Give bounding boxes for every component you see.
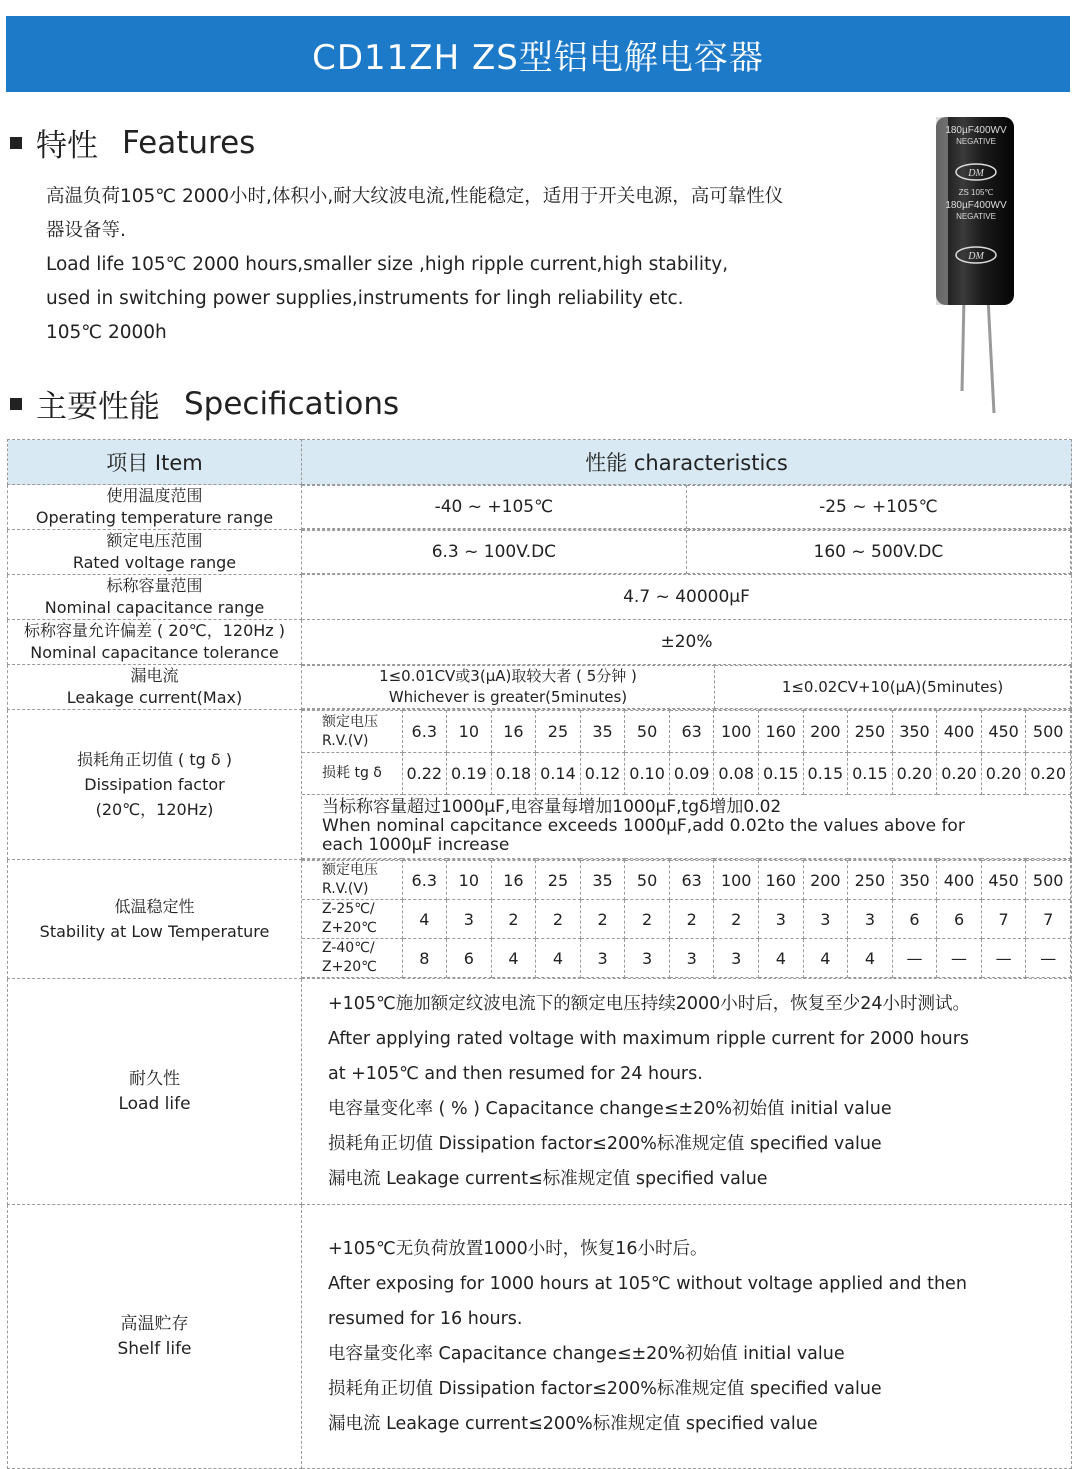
z40-ratio-cell: 3 — [625, 939, 670, 978]
shelf-life-line: +105℃无负荷放置1000小时，恢复16小时后。 — [328, 1238, 708, 1259]
rv-label-en: R.V.(V) — [322, 732, 369, 749]
z-label-b: Z+20℃ — [322, 920, 377, 936]
z40-ratio-cell: 6 — [447, 939, 492, 978]
item-capacitance-tolerance — [8, 620, 302, 665]
leakage-low-voltage — [302, 666, 715, 709]
shelf-life-line: resumed for 16 hours. — [328, 1308, 523, 1329]
rated-voltage-cell: 350 — [892, 861, 937, 900]
title-banner — [6, 16, 1070, 92]
features-text — [46, 180, 906, 350]
item-cn: 低温稳定性 — [114, 897, 195, 916]
z40-ratio-cell: 4 — [803, 939, 848, 978]
features-line: 高温负荷105℃ 2000小时,体积小,耐大纹波电流,性能稳定，适用于开关电源，高可靠性仪 — [46, 186, 784, 207]
voltage-range-low: 6.3 ~ 100V.DC — [302, 531, 686, 574]
item-cn: 高温贮存 — [120, 1313, 189, 1334]
value-operating-temperature — [302, 485, 1072, 530]
capacitor-brand: DM — [968, 168, 984, 179]
rv-label — [302, 711, 402, 753]
tg-delta-cell: 0.20 — [892, 753, 937, 795]
item-en: Nominal capacitance range — [44, 598, 265, 617]
rated-voltage-cell: 10 — [447, 711, 492, 753]
item-en: Operating temperature range — [35, 508, 274, 527]
rated-voltage-cell: 10 — [447, 861, 492, 900]
z40-label — [302, 939, 402, 978]
value-leakage-current — [302, 665, 1072, 710]
z25-ratio-cell: 4 — [402, 900, 447, 939]
rated-voltage-cell: 350 — [892, 711, 937, 753]
value-nominal-capacitance: 4.7 ~ 40000µF — [302, 575, 1072, 620]
z25-ratio-cell: 2 — [536, 900, 581, 939]
specs-title-cn: 主要性能 — [36, 389, 160, 425]
rated-voltage-cell: 500 — [1026, 861, 1071, 900]
load-life-line: at +105℃ and then resumed for 24 hours. — [328, 1063, 703, 1084]
rated-voltage-cell: 200 — [803, 711, 848, 753]
value-shelf-life — [302, 1205, 1072, 1469]
tg-delta-cell: 0.12 — [580, 753, 625, 795]
item-cn: 标称容量范围 — [106, 576, 203, 595]
note-en: each 1000µF increase — [322, 835, 510, 855]
z40-ratio-cell: — — [1026, 939, 1071, 978]
item-cn: 损耗角正切值 ( tg δ ) — [76, 750, 233, 769]
item-rated-voltage — [8, 530, 302, 575]
item-shelf-life — [8, 1205, 302, 1469]
z25-ratio-cell: 7 — [1026, 900, 1071, 939]
item-en: Rated voltage range — [72, 553, 237, 572]
item-dissipation-factor — [8, 710, 302, 860]
rated-voltage-cell: 6.3 — [402, 861, 447, 900]
note-en: When nominal capcitance exceeds 1000µF,add 0.02to the values above for — [322, 816, 965, 836]
rated-voltage-cell: 50 — [625, 861, 670, 900]
tg-delta-cell: 0.15 — [848, 753, 893, 795]
z25-ratio-cell: 2 — [491, 900, 536, 939]
item-load-life — [8, 979, 302, 1205]
rated-voltage-cell: 400 — [937, 861, 982, 900]
shelf-life-line: After exposing for 1000 hours at 105℃ without voltage applied and then — [328, 1273, 967, 1294]
page-title: CD11ZH ZS型铝电解电容器 — [312, 37, 764, 78]
leakage-formula-cn: 1≤0.01CV或3(µA)取较大者 ( 5分钟 ) — [379, 667, 637, 685]
z25-ratio-cell: 2 — [625, 900, 670, 939]
z40-ratio-cell: 4 — [848, 939, 893, 978]
item-en: Dissipation factor — [84, 775, 225, 794]
capacitor-label: 180µF400WV — [945, 200, 1007, 211]
header-item: 项目 Item — [8, 440, 302, 485]
rated-voltage-cell: 500 — [1026, 711, 1071, 753]
rated-voltage-cell: 25 — [536, 861, 581, 900]
rated-voltage-cell: 6.3 — [402, 711, 447, 753]
item-leakage-current — [8, 665, 302, 710]
header-characteristics: 性能 characteristics — [302, 440, 1072, 485]
tg-delta-cell: 0.08 — [714, 753, 759, 795]
rated-voltage-cell: 35 — [580, 861, 625, 900]
z40-ratio-cell: 4 — [759, 939, 804, 978]
value-low-temperature-stability — [302, 860, 1072, 979]
z40-ratio-cell: 4 — [491, 939, 536, 978]
z40-ratio-cell: — — [937, 939, 982, 978]
z25-ratio-cell: 2 — [580, 900, 625, 939]
features-line: used in switching power supplies,instruments for lingh reliability etc. — [46, 288, 684, 309]
item-cn: 使用温度范围 — [106, 486, 203, 505]
tg-delta-cell: 0.10 — [625, 753, 670, 795]
rated-voltage-cell: 400 — [937, 711, 982, 753]
item-cn: 耐久性 — [129, 1068, 180, 1089]
item-operating-temperature — [8, 485, 302, 530]
tg-delta-cell: 0.18 — [491, 753, 536, 795]
z25-ratio-cell: 7 — [981, 900, 1026, 939]
rated-voltage-cell: 100 — [714, 861, 759, 900]
features-title-cn: 特性 — [36, 128, 98, 164]
capacitor-label: 180µF400WV — [945, 125, 1007, 136]
value-dissipation-factor — [302, 710, 1072, 860]
item-en: Leakage current(Max) — [66, 688, 243, 707]
item-en: Stability at Low Temperature — [39, 922, 270, 941]
z25-ratio-cell: 2 — [669, 900, 714, 939]
leakage-high-voltage: 1≤0.02CV+10(µA)(5minutes) — [715, 666, 1071, 709]
value-load-life — [302, 979, 1072, 1205]
capacitor-series: ZS 105℃ — [958, 188, 994, 197]
rated-voltage-cell: 200 — [803, 861, 848, 900]
rv-label-cn: 额定电压 — [322, 862, 378, 878]
capacitor-image — [930, 113, 1020, 418]
rated-voltage-cell: 16 — [491, 861, 536, 900]
load-life-line: +105℃施加额定纹波电流下的额定电压持续2000小时后，恢复至少24小时测试。 — [328, 993, 971, 1014]
tg-delta-cell: 0.22 — [402, 753, 447, 795]
load-life-line: After applying rated voltage with maximum ripple current for 2000 hours — [328, 1028, 970, 1049]
shelf-life-line: 电容量变化率 Capacitance change≤±20%初始值 initial value — [328, 1343, 845, 1364]
rated-voltage-cell: 160 — [759, 711, 804, 753]
note-cn: 当标称容量超过1000µF,电容量每增加1000µF,tgδ增加0.02 — [322, 797, 782, 817]
z40-ratio-cell: — — [892, 939, 937, 978]
rated-voltage-cell: 160 — [759, 861, 804, 900]
load-life-line: 电容量变化率 ( % ) Capacitance change≤±20%初始值 initial value — [328, 1098, 892, 1119]
low-temperature-table — [302, 860, 1071, 978]
item-cn: 标称容量允许偏差 ( 20℃，120Hz ) — [23, 621, 286, 640]
bullet-square-icon — [10, 398, 22, 410]
load-life-line: 损耗角正切值 Dissipation factor≤200%标准规定值 specified value — [328, 1133, 882, 1154]
z25-label — [302, 900, 402, 939]
z40-ratio-cell: 3 — [580, 939, 625, 978]
z40-ratio-cell: 8 — [402, 939, 447, 978]
shelf-life-line: 损耗角正切值 Dissipation factor≤200%标准规定值 specified value — [328, 1378, 882, 1399]
tg-delta-cell: 0.15 — [759, 753, 804, 795]
z25-ratio-cell: 3 — [848, 900, 893, 939]
z-label-b: Z+20℃ — [322, 959, 377, 975]
rated-voltage-cell: 16 — [491, 711, 536, 753]
item-en: Load life — [118, 1093, 191, 1114]
value-rated-voltage — [302, 530, 1072, 575]
specifications-heading — [10, 381, 399, 426]
rated-voltage-cell: 450 — [981, 711, 1026, 753]
item-low-temperature-stability — [8, 860, 302, 979]
features-line: 器设备等. — [46, 220, 126, 241]
rated-voltage-cell: 250 — [848, 861, 893, 900]
rated-voltage-cell: 100 — [714, 711, 759, 753]
z40-ratio-cell: 3 — [714, 939, 759, 978]
voltage-range-high: 160 ~ 500V.DC — [686, 531, 1070, 574]
tg-delta-cell: 0.20 — [937, 753, 982, 795]
value-capacitance-tolerance: ±20% — [302, 620, 1072, 665]
rv-label-cn: 额定电压 — [322, 713, 378, 730]
z25-ratio-cell: 2 — [714, 900, 759, 939]
bullet-square-icon — [10, 137, 22, 149]
temp-range-high-voltage: -25 ~ +105℃ — [686, 486, 1070, 529]
specs-title-en: Specifications — [184, 385, 400, 422]
z40-ratio-cell: 3 — [669, 939, 714, 978]
capacitor-brand: DM — [968, 251, 984, 262]
capacitor-label: NEGATIVE — [956, 137, 996, 146]
capacitor-label: NEGATIVE — [956, 212, 996, 221]
load-life-line: 漏电流 Leakage current≤标准规定值 specified value — [328, 1168, 768, 1189]
rated-voltage-cell: 35 — [580, 711, 625, 753]
item-nominal-capacitance — [8, 575, 302, 620]
features-line: Load life 105℃ 2000 hours,smaller size ,high ripple current,high stability, — [46, 254, 729, 275]
specifications-table — [7, 439, 1072, 1469]
z25-ratio-cell: 6 — [892, 900, 937, 939]
tg-delta-cell: 0.14 — [536, 753, 581, 795]
rv-label-en: R.V.(V) — [322, 881, 369, 897]
rated-voltage-cell: 63 — [669, 861, 714, 900]
item-en: (20℃，120Hz) — [95, 800, 214, 819]
rated-voltage-cell: 63 — [669, 711, 714, 753]
tg-label: 损耗 tg δ — [302, 753, 402, 795]
tg-delta-cell: 0.15 — [803, 753, 848, 795]
rated-voltage-cell: 50 — [625, 711, 670, 753]
z25-ratio-cell: 3 — [759, 900, 804, 939]
dissipation-note — [302, 795, 1071, 859]
features-line: 105℃ 2000h — [46, 322, 167, 343]
tg-delta-cell: 0.19 — [447, 753, 492, 795]
shelf-life-line: 漏电流 Leakage current≤200%标准规定值 specified value — [328, 1413, 818, 1434]
item-en: Nominal capacitance tolerance — [30, 643, 279, 662]
tg-delta-cell: 0.09 — [669, 753, 714, 795]
item-cn: 额定电压范围 — [106, 531, 203, 550]
rv-label — [302, 861, 402, 900]
z40-ratio-cell: — — [981, 939, 1026, 978]
tg-delta-cell: 0.20 — [1026, 753, 1071, 795]
temp-range-low-voltage: -40 ~ +105℃ — [302, 486, 686, 529]
z25-ratio-cell: 3 — [447, 900, 492, 939]
item-cn: 漏电流 — [130, 666, 179, 685]
z25-ratio-cell: 3 — [803, 900, 848, 939]
z-label-a: Z-25℃/ — [322, 901, 375, 917]
features-heading — [10, 120, 255, 165]
leakage-formula-en: Whichever is greater(5minutes) — [388, 688, 628, 706]
item-en: Shelf life — [117, 1338, 192, 1359]
dissipation-factor-table — [302, 710, 1071, 859]
rated-voltage-cell: 250 — [848, 711, 893, 753]
features-title-en: Features — [122, 124, 256, 161]
rated-voltage-cell: 25 — [536, 711, 581, 753]
z40-ratio-cell: 4 — [536, 939, 581, 978]
z25-ratio-cell: 6 — [937, 900, 982, 939]
z-label-a: Z-40℃/ — [322, 940, 375, 956]
rated-voltage-cell: 450 — [981, 861, 1026, 900]
tg-delta-cell: 0.20 — [981, 753, 1026, 795]
